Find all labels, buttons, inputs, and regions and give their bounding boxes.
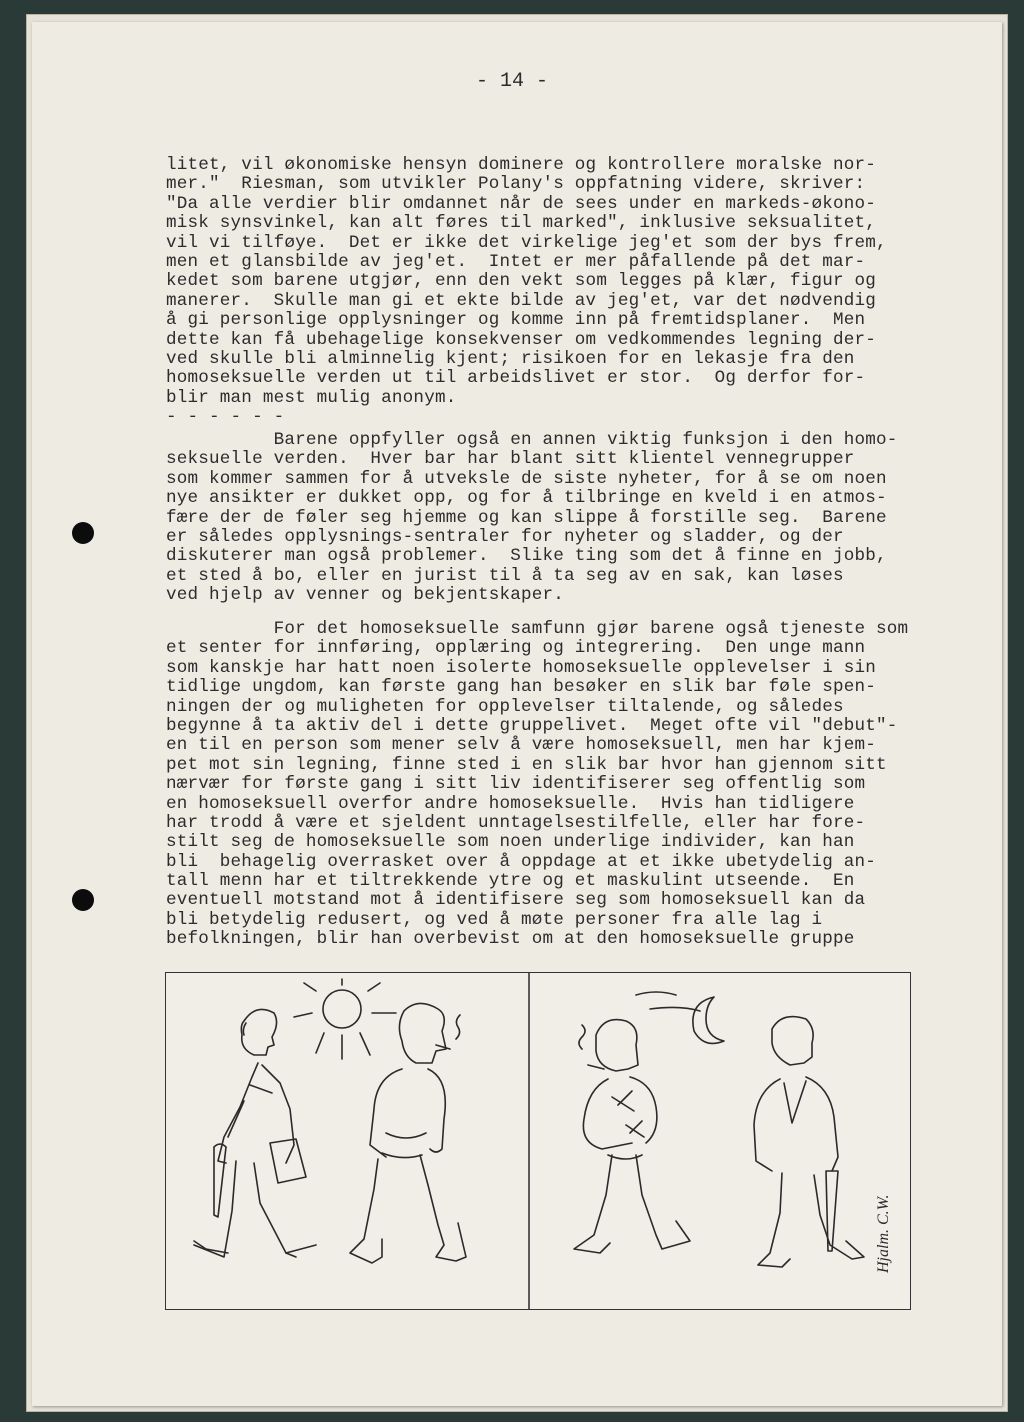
paragraph-3 <box>166 620 966 950</box>
text-line: tidlige ungdom, kan første gang han besøker en slik bar føle spen- <box>166 677 877 698</box>
text-line: kedet som barene utgjør, enn den vekt som legges på klær, figur og <box>166 271 877 292</box>
text-line: blir man mest mulig anonym. <box>166 387 457 408</box>
muscular-man-figure <box>350 1003 466 1263</box>
moon-icon <box>636 992 724 1043</box>
text-line: misk synsvinkel, kan alt føres til marked", inklusive seksualitet, <box>166 213 877 234</box>
text-line: manerer. Skulle man gi et ekte bilde av jeg'et, var det nødvendig <box>166 290 877 311</box>
text-line: et senter for innføring, opplæring og integrering. Den unge mann <box>166 638 866 659</box>
text-line: ved skulle bli alminnelig kjent; risikoen for en lekasje fra den <box>166 348 855 369</box>
text-line: å gi personlige opplysninger og komme inn på fremtidsplaner. Men <box>166 310 866 331</box>
text-line: stilt seg de homoseksuelle som noen underlige individer, kan han <box>166 832 855 853</box>
text-line: litet, vil økonomiske hensyn dominere og kontrollere moralske nor- <box>166 155 877 175</box>
text-line: ningen der og muligheten for opplevelser tiltalende, og således <box>166 696 844 717</box>
man-in-jacket-figure <box>574 1020 690 1253</box>
text-line: dette kan få ubehagelige konsekvenser om vedkommendes legning der- <box>166 329 877 350</box>
text-line: begynne å ta aktiv del i dette gruppelivet. Meget ofte vil "debut"- <box>166 715 898 736</box>
cartoon-drawing <box>166 973 910 1309</box>
text-line: nærvær for første gang i sitt liv identifiserer seg offentlig som <box>166 774 866 795</box>
text-line: fære der de føler seg hjemme og kan slippe å forstille seg. Barene <box>166 507 887 528</box>
punch-hole <box>72 889 94 911</box>
sun-icon <box>294 979 396 1059</box>
text-line: bli betydelig redusert, og ved å møte personer fra alle lag i <box>166 909 823 930</box>
punch-hole <box>72 522 94 544</box>
page-number: - 14 - <box>475 70 548 93</box>
text-line: eventuell motstand mot å identifisere seg som homoseksuell kan da <box>166 890 866 911</box>
text-line: vil vi tilføye. Det er ikke det virkelige jeg'et som der bys frem, <box>166 232 887 253</box>
text-line: Barene oppfyller også en annen viktig funksjon i den homo- <box>166 430 898 450</box>
paragraph-1 <box>166 156 966 427</box>
text-line: For det homoseksuelle samfunn gjør barene også tjeneste som <box>166 619 909 639</box>
text-line: diskuterer man også problemer. Slike ting som det å finne en jobb, <box>166 546 887 567</box>
man-with-umbrella-figure <box>194 1009 316 1257</box>
text-line: tall menn har et tiltrekkende ytre og et maskulint utseende. En <box>166 871 855 892</box>
text-line: en til en person som mener selv å være homoseksuell, men har kjem- <box>166 735 877 756</box>
text-line: - - - - - - <box>166 407 285 428</box>
text-line: et sted å bo, eller en jurist til å ta seg av en sak, kan løses <box>166 565 844 586</box>
text-line: som kanskje har hatt noen isolerte homoseksuelle opplevelser i sin <box>166 657 877 678</box>
text-line: men et glansbilde av jeg'et. Intet er mer påfallende på det mar- <box>166 251 866 272</box>
text-line: ved hjelp av venner og bekjentskaper. <box>166 585 565 606</box>
text-line: som kommer sammen for å utveksle de siste nyheter, for å se om noen <box>166 468 887 489</box>
text-line: en homoseksuell overfor andre homoseksuelle. Hvis han tidligere <box>166 793 855 814</box>
text-line: befolkningen, blir han overbevist om at den homoseksuelle gruppe <box>166 929 855 950</box>
text-line: er således opplysnings-sentraler for nyheter og sladder, og der <box>166 526 844 547</box>
man-in-suit-figure <box>754 1017 864 1267</box>
text-line: homoseksuelle verden ut til arbeidslivet er stor. Og derfor for- <box>166 368 866 389</box>
text-line: nye ansikter er dukket opp, og for å tilbringe en kveld i en atmos- <box>166 488 887 509</box>
text-line: "Da alle verdier blir omdannet når de sees under en markeds-økono- <box>166 193 877 214</box>
text-line: har trodd å være et sjeldent unntagelsestilfelle, eller har fore- <box>166 812 866 833</box>
cartoon-illustration <box>165 972 911 1310</box>
text-line: bli behagelig overrasket over å oppdage at et ikke ubetydelig an- <box>166 851 877 872</box>
text-line: seksuelle verden. Hver bar har blant sitt klientel vennegrupper <box>166 449 855 470</box>
paragraph-2 <box>166 431 966 606</box>
text-line: pet mot sin legning, finne sted i en slik bar hvor han gjennom sitt <box>166 754 887 775</box>
artist-signature: Hjalm. C.W. <box>875 1194 892 1273</box>
text-line: mer." Riesman, som utvikler Polany's oppfatning videre, skriver: <box>166 174 866 195</box>
